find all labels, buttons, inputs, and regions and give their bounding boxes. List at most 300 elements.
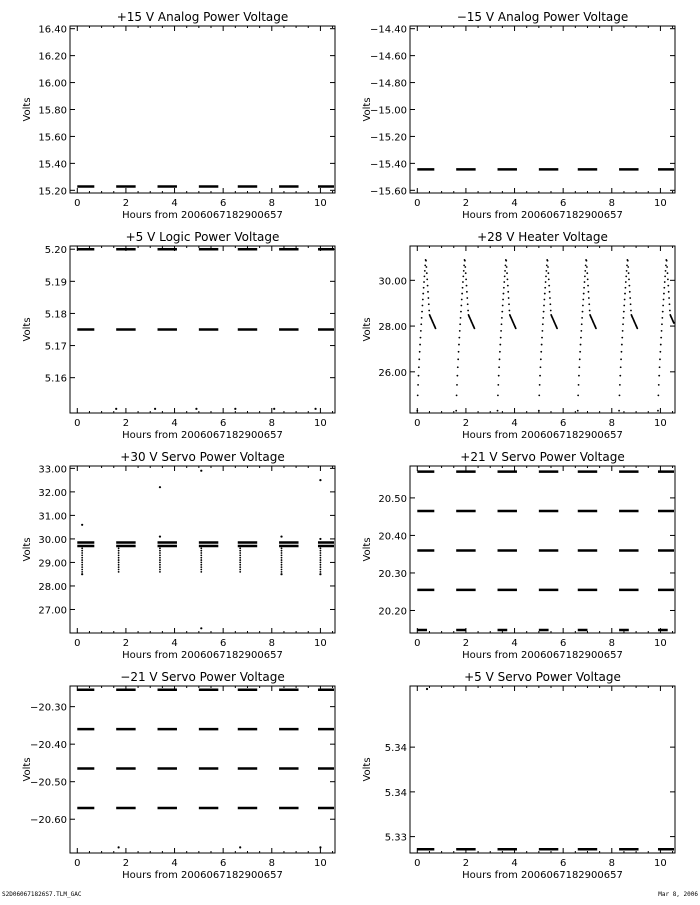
data-point <box>159 550 161 552</box>
data-point <box>622 323 624 325</box>
x-tick-label: 4 <box>171 418 178 429</box>
y-tick-label: 20.20 <box>378 606 407 618</box>
data-point <box>539 384 541 386</box>
x-tick-label: 10 <box>654 198 667 209</box>
data-point <box>81 569 83 571</box>
y-axis-label: Volts <box>22 757 33 782</box>
data-point <box>81 550 83 552</box>
x-tick-label: 0 <box>414 198 421 209</box>
data-point <box>658 384 660 386</box>
data-point <box>81 552 83 554</box>
data-point <box>118 554 120 556</box>
data-point <box>661 323 663 325</box>
data-point <box>319 573 321 575</box>
data-point <box>497 384 499 386</box>
chart-panel-7 <box>22 670 335 881</box>
data-point <box>81 571 83 573</box>
x-tick-label: 6 <box>219 858 227 869</box>
data-point <box>239 569 241 571</box>
data-point <box>159 569 161 571</box>
data-point <box>586 260 588 262</box>
data-point <box>545 270 547 272</box>
data-point <box>118 550 120 552</box>
data-point <box>159 571 161 573</box>
data-point <box>421 317 423 319</box>
x-tick-label: 6 <box>559 418 567 429</box>
data-point <box>281 557 283 559</box>
x-axis-label: Hours from 2006067182900657 <box>122 210 283 221</box>
data-point <box>667 279 669 281</box>
data-point <box>505 260 507 262</box>
data-point <box>619 394 621 396</box>
data-point <box>159 552 161 554</box>
y-tick-label: −20.40 <box>29 740 67 752</box>
data-point <box>497 410 499 412</box>
data-point <box>417 394 419 396</box>
data-point <box>666 266 668 268</box>
x-axis-label: Hours from 2006067182900657 <box>462 870 623 881</box>
chart-panel-1 <box>22 10 335 221</box>
data-point <box>625 276 627 278</box>
data-point <box>418 358 420 360</box>
x-axis-label: Hours from 2006067182900657 <box>122 650 283 661</box>
data-point <box>422 299 424 301</box>
y-tick-label: 5.20 <box>44 245 67 257</box>
data-point <box>620 366 622 368</box>
data-point <box>626 270 628 272</box>
data-point <box>458 337 460 339</box>
data-point <box>457 366 459 368</box>
y-tick-label: 5.19 <box>44 277 67 289</box>
y-axis-label: Volts <box>22 317 33 342</box>
data-point <box>200 470 202 472</box>
y-tick-label: −15.60 <box>369 186 407 198</box>
x-tick-label: 0 <box>414 858 421 869</box>
data-point <box>668 297 670 299</box>
data-point <box>460 317 462 319</box>
data-point <box>281 566 283 568</box>
data-point <box>583 287 585 289</box>
data-point <box>506 272 508 274</box>
data-point <box>548 285 550 287</box>
data-point <box>663 293 665 295</box>
data-point <box>636 327 638 329</box>
data-point <box>467 303 469 305</box>
data-point <box>320 552 322 554</box>
data-point <box>239 571 241 573</box>
y-tick-label: 5.33 <box>384 832 407 844</box>
data-point <box>460 305 462 307</box>
data-point <box>463 264 465 266</box>
data-point <box>623 305 625 307</box>
x-tick-label: 4 <box>171 638 178 649</box>
y-tick-label: 20.50 <box>378 493 407 505</box>
data-point <box>319 479 321 481</box>
x-axis-label: Hours from 2006067182900657 <box>462 650 623 661</box>
data-point <box>200 554 202 556</box>
data-point <box>458 351 460 353</box>
data-point <box>320 554 322 556</box>
data-point <box>664 281 666 283</box>
data-point <box>423 281 425 283</box>
data-point <box>320 569 322 571</box>
data-point <box>464 260 466 262</box>
data-point <box>421 311 423 313</box>
data-point <box>420 323 422 325</box>
y-tick-label: 28.00 <box>38 581 67 593</box>
x-tick-label: 6 <box>559 198 567 209</box>
y-tick-label: −20.30 <box>29 702 67 714</box>
y-tick-label: 30.00 <box>38 534 67 546</box>
data-point <box>503 293 505 295</box>
chart-panel-8 <box>362 670 675 881</box>
data-point <box>319 846 321 848</box>
data-point <box>628 279 630 281</box>
data-point <box>159 557 161 559</box>
data-point <box>549 297 551 299</box>
data-point <box>418 366 420 368</box>
data-point <box>507 285 509 287</box>
data-point <box>314 408 316 410</box>
data-point <box>462 276 464 278</box>
data-point <box>667 285 669 287</box>
chart-title: +28 V Heater Voltage <box>477 230 608 244</box>
x-tick-label: 2 <box>462 638 470 649</box>
chart-title: +5 V Logic Power Voltage <box>125 230 280 244</box>
data-point <box>589 310 591 312</box>
x-tick-label: 10 <box>654 858 667 869</box>
data-point <box>582 299 584 301</box>
data-point <box>581 323 583 325</box>
data-point <box>426 688 428 690</box>
x-axis-label: Hours from 2006067182900657 <box>122 430 283 441</box>
data-point <box>195 408 197 410</box>
data-point <box>621 337 623 339</box>
chart-panel-4 <box>362 230 675 441</box>
data-point <box>621 344 623 346</box>
x-tick-label: 4 <box>511 638 518 649</box>
data-point <box>543 311 545 313</box>
data-point <box>665 264 667 266</box>
x-tick-label: 4 <box>511 858 518 869</box>
data-point <box>547 266 549 268</box>
data-point <box>673 322 675 324</box>
data-point <box>578 366 580 368</box>
data-point <box>419 344 421 346</box>
data-point <box>239 554 241 556</box>
data-point <box>81 566 83 568</box>
chart-title: −15 V Analog Power Voltage <box>456 10 629 24</box>
y-tick-label: −20.50 <box>29 777 67 789</box>
data-point <box>620 358 622 360</box>
data-point <box>239 550 241 552</box>
y-tick-label: 5.18 <box>44 309 67 321</box>
x-axis-label: Hours from 2006067182900657 <box>122 870 283 881</box>
data-point <box>504 276 506 278</box>
data-point <box>515 327 517 329</box>
data-point <box>503 287 505 289</box>
data-point <box>239 566 241 568</box>
data-point <box>549 291 551 293</box>
data-point <box>503 281 505 283</box>
data-point <box>630 310 632 312</box>
data-point <box>424 264 426 266</box>
data-point <box>159 547 161 549</box>
data-point <box>661 317 663 319</box>
data-point <box>320 564 322 566</box>
y-tick-label: 15.40 <box>38 159 67 171</box>
data-point <box>662 305 664 307</box>
data-point <box>499 344 501 346</box>
footer-date: Mar 8, 2006 <box>658 891 698 898</box>
data-point <box>538 410 540 412</box>
data-point <box>459 323 461 325</box>
data-point <box>585 264 587 266</box>
x-tick-label: 0 <box>74 198 81 209</box>
data-point <box>464 266 466 268</box>
data-point <box>502 299 504 301</box>
data-point <box>661 330 663 332</box>
data-point <box>420 337 422 339</box>
data-point <box>459 330 461 332</box>
data-point <box>499 351 501 353</box>
plot-frame <box>410 686 675 853</box>
data-point <box>435 327 437 329</box>
data-point <box>118 569 120 571</box>
data-point <box>544 287 546 289</box>
x-tick-label: 8 <box>608 198 615 209</box>
data-point <box>509 310 511 312</box>
data-point <box>667 272 669 274</box>
data-point <box>500 337 502 339</box>
data-point <box>625 281 627 283</box>
y-tick-label: 5.17 <box>44 341 67 353</box>
x-tick-label: 8 <box>608 858 615 869</box>
y-axis-label: Volts <box>362 317 373 342</box>
x-tick-label: 0 <box>74 858 81 869</box>
data-point <box>81 562 83 564</box>
y-tick-label: −14.80 <box>369 78 407 90</box>
data-point <box>200 557 202 559</box>
data-point <box>500 330 502 332</box>
data-point <box>234 408 236 410</box>
data-point <box>627 266 629 268</box>
x-axis-label: Hours from 2006067182900657 <box>462 210 623 221</box>
y-tick-label: −14.40 <box>369 24 407 36</box>
data-point <box>548 279 550 281</box>
data-point <box>456 384 458 386</box>
data-point <box>628 272 630 274</box>
data-point <box>578 384 580 386</box>
data-point <box>498 375 500 377</box>
data-point <box>627 260 629 262</box>
x-tick-label: 0 <box>74 418 81 429</box>
data-point <box>200 627 202 629</box>
data-point <box>319 538 321 540</box>
data-point <box>625 287 627 289</box>
data-point <box>665 270 667 272</box>
x-tick-label: 10 <box>314 858 327 869</box>
x-tick-label: 0 <box>414 638 421 649</box>
data-point <box>545 276 547 278</box>
data-point <box>159 566 161 568</box>
data-point <box>239 557 241 559</box>
data-point <box>580 337 582 339</box>
data-point <box>159 554 161 556</box>
data-point <box>550 310 552 312</box>
data-point <box>465 272 467 274</box>
data-point <box>668 291 670 293</box>
data-point <box>544 299 546 301</box>
data-point <box>584 281 586 283</box>
data-point <box>499 358 501 360</box>
data-point <box>81 573 83 575</box>
data-point <box>629 291 631 293</box>
data-point <box>425 260 427 262</box>
data-point <box>418 375 420 377</box>
y-tick-label: 16.20 <box>38 51 67 63</box>
x-tick-label: 4 <box>511 198 518 209</box>
data-point <box>422 293 424 295</box>
data-point <box>118 571 120 573</box>
data-point <box>118 566 120 568</box>
data-point <box>538 394 540 396</box>
data-point <box>461 293 463 295</box>
x-tick-label: 6 <box>219 418 227 429</box>
data-point <box>200 571 202 573</box>
y-tick-label: 15.80 <box>38 105 67 117</box>
data-point <box>427 285 429 287</box>
data-point <box>540 351 542 353</box>
data-point <box>281 550 283 552</box>
data-point <box>474 327 476 329</box>
data-point <box>547 260 549 262</box>
data-point <box>506 266 508 268</box>
data-point <box>281 564 283 566</box>
x-tick-label: 0 <box>74 638 81 649</box>
data-point <box>426 279 428 281</box>
footer-filename: S2D060671826S7.TLM_GAC <box>2 891 82 898</box>
x-tick-label: 10 <box>314 638 327 649</box>
data-point <box>624 299 626 301</box>
data-point <box>586 272 588 274</box>
y-tick-label: −15.40 <box>369 159 407 171</box>
data-point <box>456 375 458 377</box>
data-point <box>662 311 664 313</box>
plot-frame <box>70 26 335 193</box>
x-tick-label: 2 <box>122 418 130 429</box>
data-point <box>118 559 120 561</box>
y-tick-label: 5.16 <box>44 373 67 385</box>
data-point <box>281 547 283 549</box>
data-point <box>619 375 621 377</box>
data-point <box>579 358 581 360</box>
data-point <box>118 557 120 559</box>
data-point <box>666 260 668 262</box>
data-point <box>81 547 83 549</box>
data-point <box>623 311 625 313</box>
data-point <box>159 486 161 488</box>
y-tick-label: −15.00 <box>369 105 407 117</box>
x-tick-label: 8 <box>608 638 615 649</box>
data-point <box>505 264 507 266</box>
data-point <box>624 293 626 295</box>
data-point <box>502 305 504 307</box>
x-tick-label: 8 <box>268 418 275 429</box>
y-tick-label: 28.00 <box>378 322 407 334</box>
data-point <box>320 547 322 549</box>
data-point <box>280 535 282 537</box>
data-point <box>581 317 583 319</box>
data-point <box>428 303 430 305</box>
data-point <box>545 281 547 283</box>
data-point <box>426 272 428 274</box>
data-point <box>669 303 671 305</box>
y-tick-label: 31.00 <box>38 511 67 523</box>
x-axis-label: Hours from 2006067182900657 <box>462 430 623 441</box>
data-point <box>588 303 590 305</box>
x-tick-label: 2 <box>122 638 130 649</box>
data-point <box>580 330 582 332</box>
data-point <box>457 358 459 360</box>
data-point <box>115 408 117 410</box>
data-point <box>663 287 665 289</box>
x-tick-label: 8 <box>268 638 275 649</box>
y-tick-label: 16.00 <box>38 78 67 90</box>
data-point <box>660 337 662 339</box>
data-point <box>424 270 426 272</box>
x-tick-label: 10 <box>654 418 667 429</box>
data-point <box>159 559 161 561</box>
data-point <box>508 297 510 299</box>
data-point <box>586 266 588 268</box>
data-point <box>320 571 322 573</box>
data-point <box>426 266 428 268</box>
data-point <box>542 330 544 332</box>
data-point <box>422 305 424 307</box>
data-point <box>618 410 620 412</box>
data-point <box>463 270 465 272</box>
data-point <box>660 344 662 346</box>
x-tick-label: 4 <box>171 858 178 869</box>
x-tick-label: 2 <box>462 418 470 429</box>
data-point <box>542 317 544 319</box>
data-point <box>159 562 161 564</box>
data-point <box>541 337 543 339</box>
data-point <box>428 310 430 312</box>
data-point <box>659 358 661 360</box>
data-point <box>508 303 510 305</box>
data-point <box>159 564 161 566</box>
x-tick-label: 8 <box>268 198 275 209</box>
y-tick-label: 30.00 <box>378 276 407 288</box>
data-point <box>587 279 589 281</box>
plot-frame <box>70 466 335 633</box>
data-point <box>657 394 659 396</box>
chart-panel-5 <box>22 450 335 661</box>
y-tick-label: 5.34 <box>384 787 407 799</box>
data-point <box>582 311 584 313</box>
x-tick-label: 10 <box>654 638 667 649</box>
data-point <box>320 559 322 561</box>
y-tick-label: 26.00 <box>378 367 407 379</box>
data-point <box>281 552 283 554</box>
chart-panel-2 <box>362 10 675 221</box>
data-point <box>239 562 241 564</box>
data-point <box>580 344 582 346</box>
chart-title: +21 V Servo Power Voltage <box>460 450 625 464</box>
data-point <box>504 270 506 272</box>
